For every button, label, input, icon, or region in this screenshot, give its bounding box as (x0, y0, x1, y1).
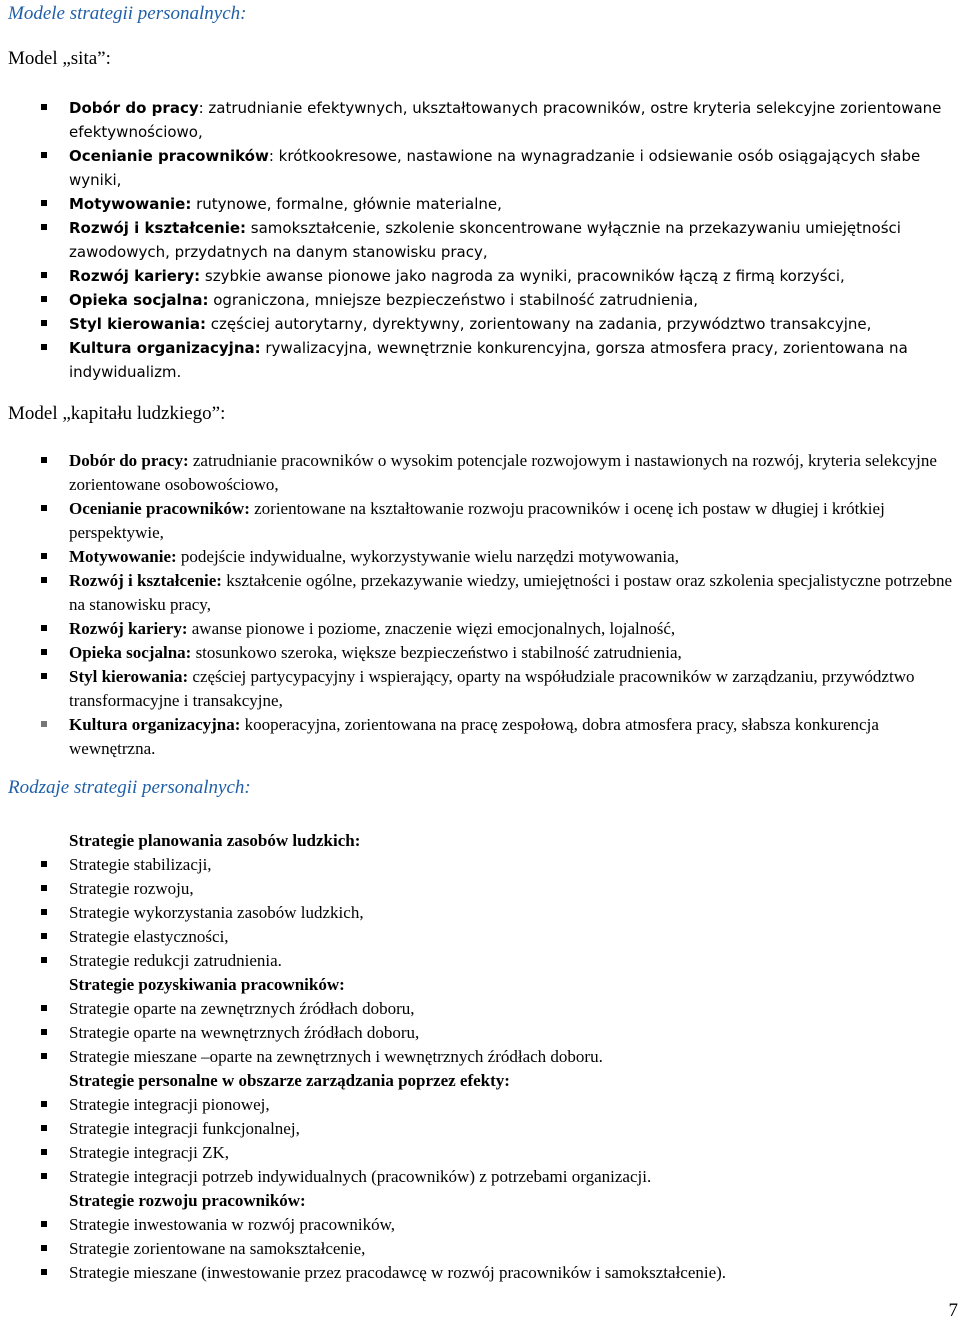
list-item (0, 545, 960, 569)
item-text: podejście indywidualne, wykorzystywanie wielu narzędzi motywowania, (176, 547, 679, 566)
heading-model-sita: Model „sita”: (8, 48, 111, 69)
item-term: Styl kierowania: (69, 315, 207, 333)
item-term: Rozwój i kształcenie: (69, 219, 247, 237)
item-term: Ocenianie pracowników: (69, 499, 250, 518)
item-term: Rozwój kariery: (69, 619, 188, 638)
item-text: częściej autorytarny, dyrektywny, zorientowany na zadania, przywództwo transakcyjne, (206, 315, 872, 333)
list-item: Strategie mieszane (inwestowanie przez pracodawcę w rozwój pracowników i samokształcenie). (0, 1261, 960, 1285)
list-item (0, 144, 960, 192)
list-item: Strategie integracji pionowej, (0, 1093, 960, 1117)
list-item (0, 497, 960, 545)
item-term: Motywowanie: (69, 547, 177, 566)
item-text: zatrudnianie pracowników o wysokim potencjale rozwojowym i nastawionych na rozwój, kryteria selekcyjne zorientowane osobowościowo, (69, 451, 937, 494)
item-term: Dobór do pracy: (69, 451, 189, 470)
item-text: kooperacyjna, zorientowana na pracę zespołową, dobra atmosfera pracy, słabsza konkurencja wewnętrzna. (69, 715, 879, 758)
item-text: rutynowe, formalne, głównie materialne, (191, 195, 502, 213)
list-item: Strategie mieszane –oparte na zewnętrznych i wewnętrznych źródłach doboru. (0, 1045, 960, 1069)
item-text: : zatrudnianie efektywnych, ukształtowanych pracowników, ostre kryteria selekcyjne zorientowane efektywnościowo, (69, 99, 942, 141)
item-text: awanse pionowe i poziome, znaczenie więzi emocjonalnych, lojalność, (187, 619, 676, 638)
item-term: Rozwój i kształcenie: (69, 571, 222, 590)
group-title-planowanie: Strategie planowania zasobów ludzkich: (69, 831, 361, 850)
list-item (0, 336, 960, 384)
list-item (0, 569, 960, 617)
group-title-rozwoj: Strategie rozwoju pracowników: (69, 1191, 306, 1210)
list-item: Strategie integracji ZK, (0, 1141, 960, 1165)
list-item (0, 96, 960, 144)
item-term: Kultura organizacyjna: (69, 339, 261, 357)
list-item: Strategie oparte na wewnętrznych źródłach doboru, (0, 1021, 960, 1045)
item-text: stosunkowo szeroka, większe bezpieczeństwo i stabilność zatrudnienia, (191, 643, 682, 662)
list-item (0, 641, 960, 665)
heading-rodzaje-strategii: Rodzaje strategii personalnych: (8, 777, 251, 798)
model-sita-list (0, 96, 960, 384)
heading-modele-strategii: Modele strategii personalnych: (8, 3, 247, 24)
item-text: rywalizacyjna, wewnętrznie konkurencyjna, gorsza atmosfera pracy, zorientowana na indywidualizm. (69, 339, 908, 381)
strategy-types-list (0, 829, 960, 1285)
list-item: Strategie zorientowane na samokształcenie, (0, 1237, 960, 1261)
list-item (0, 617, 960, 641)
item-term: Dobór do pracy (69, 99, 199, 117)
item-term: Opieka socjalna: (69, 291, 209, 309)
page-number: 7 (948, 1300, 958, 1321)
item-term: Styl kierowania: (69, 667, 189, 686)
list-item (0, 665, 960, 713)
item-text: ograniczona, mniejsze bezpieczeństwo i stabilność zatrudnienia, (208, 291, 699, 309)
list-item (0, 713, 960, 761)
item-term: Rozwój kariery: (69, 267, 201, 285)
list-item: Strategie redukcji zatrudnienia. (0, 949, 960, 973)
list-item: Strategie integracji funkcjonalnej, (0, 1117, 960, 1141)
group-title-pozyskiwanie: Strategie pozyskiwania pracowników: (69, 975, 345, 994)
item-text: kształcenie ogólne, przekazywanie wiedzy, umiejętności i postaw oraz szkolenia specjalistyczne potrzebne na stanowisku pracy, (69, 571, 953, 614)
item-text: : krótkookresowe, nastawione na wynagradzanie i odsiewanie osób osiągających słabe wyniki, (69, 147, 921, 189)
list-item (0, 216, 960, 264)
list-item: Strategie rozwoju, (0, 877, 960, 901)
list-item (0, 192, 960, 216)
list-item: Strategie stabilizacji, (0, 853, 960, 877)
item-term: Motywowanie: (69, 195, 192, 213)
list-item: Strategie oparte na zewnętrznych źródłach doboru, (0, 997, 960, 1021)
list-item: Strategie wykorzystania zasobów ludzkich, (0, 901, 960, 925)
model-kapitalu-list (0, 449, 960, 761)
list-item: Strategie inwestowania w rozwój pracowników, (0, 1213, 960, 1237)
item-text: samokształcenie, szkolenie skoncentrowane wyłącznie na przekazywaniu umiejętności zawodowych, przydatnych na danym stanowisku pracy, (69, 219, 901, 261)
list-item: Strategie elastyczności, (0, 925, 960, 949)
list-item (0, 264, 960, 288)
item-term: Ocenianie pracowników (69, 147, 269, 165)
list-item (0, 449, 960, 497)
item-term: Kultura organizacyjna: (69, 715, 241, 734)
heading-model-kapitalu: Model „kapitału ludzkiego”: (8, 403, 226, 424)
item-text: szybkie awanse pionowe jako nagroda za wyniki, pracowników łączą z firmą korzyści, (200, 267, 845, 285)
item-text: częściej partycypacyjny i wspierający, oparty na współudziale pracowników w zarządzaniu, przywództwo transformacyjne i transakcyjne, (69, 667, 915, 710)
list-item: Strategie integracji potrzeb indywidualnych (pracowników) z potrzebami organizacji. (0, 1165, 960, 1189)
group-title-efekty: Strategie personalne w obszarze zarządzania poprzez efekty: (69, 1071, 510, 1090)
list-item (0, 312, 960, 336)
item-text: zorientowane na kształtowanie rozwoju pracowników i ocenę ich postaw w długiej i krótkiej perspektywie, (69, 499, 885, 542)
list-item (0, 288, 960, 312)
item-term: Opieka socjalna: (69, 643, 192, 662)
